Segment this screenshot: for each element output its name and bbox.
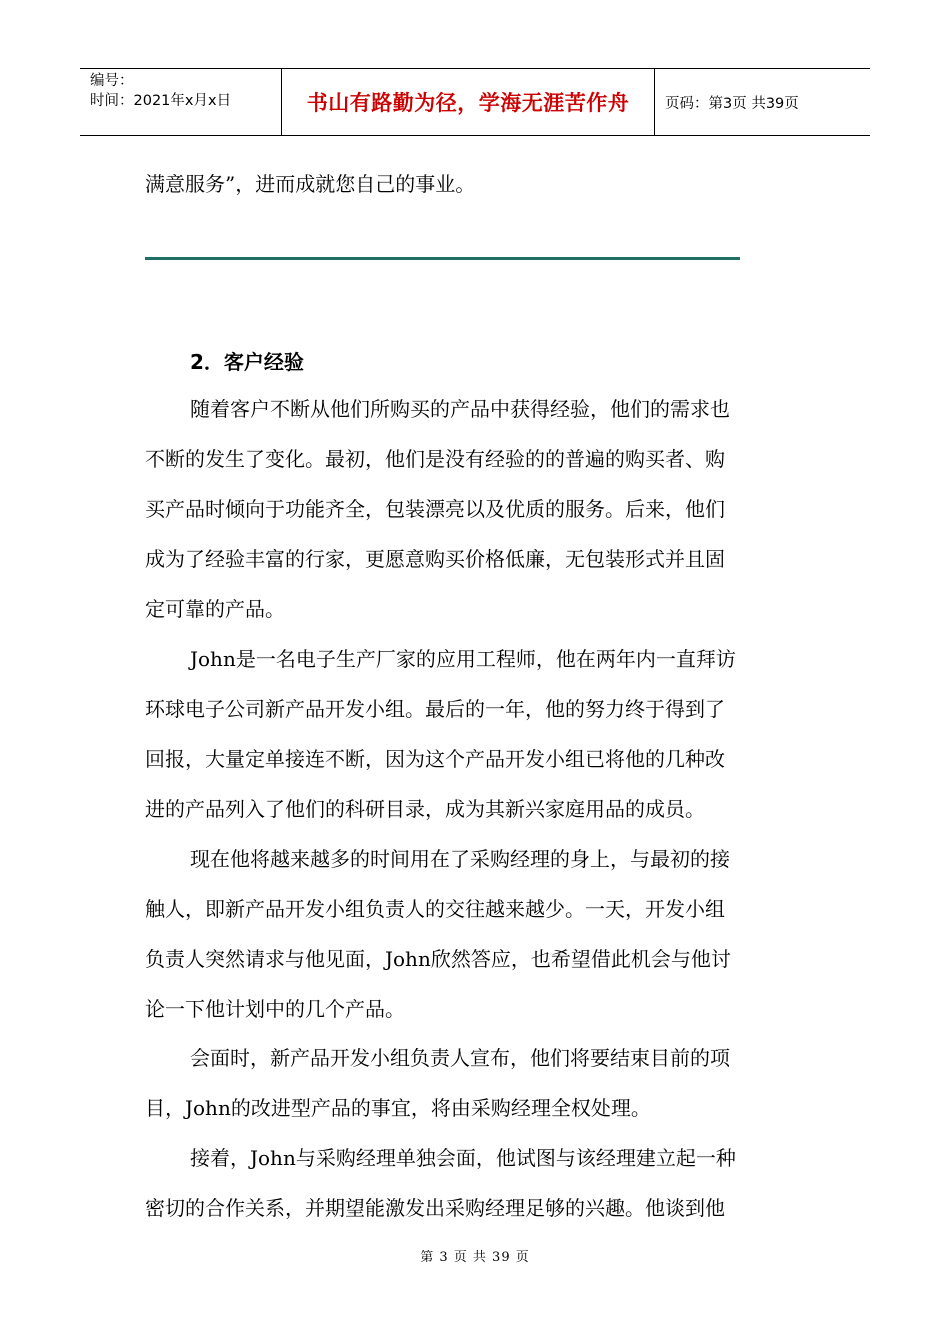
paragraph-line: John是一名电子生产厂家的应用工程师，他在两年内一直拜访 [190, 647, 736, 671]
paragraph-line: 回报，大量定单接连不断，因为这个产品开发小组已将他的几种改 [145, 747, 725, 771]
paragraph-line: 进的产品列入了他们的科研目录，成为其新兴家庭用品的成员。 [145, 797, 705, 821]
paragraph-line: 现在他将越来越多的时间用在了采购经理的身上，与最初的接 [190, 847, 730, 871]
section-divider [145, 257, 740, 260]
paragraph-line: 触人，即新产品开发小组负责人的交往越来越少。一天，开发小组 [145, 897, 725, 921]
paragraph-line: 密切的合作关系，并期望能激发出采购经理足够的兴趣。他谈到他 [145, 1196, 725, 1220]
paragraph-line: 目，John的改进型产品的事宜，将由采购经理全权处理。 [145, 1096, 651, 1120]
paragraph-line: 接着，John与采购经理单独会面，他试图与该经理建立起一种 [190, 1146, 736, 1170]
paragraph-line: 随着客户不断从他们所购买的产品中获得经验，他们的需求也 [190, 397, 730, 421]
paragraph-line: 论一下他计划中的几个产品。 [145, 997, 405, 1021]
paragraph-line: 定可靠的产品。 [145, 597, 285, 621]
header-meta [80, 69, 282, 135]
header-page-info: 页码：第3页 共39页 [665, 95, 799, 112]
paragraph-line: 成为了经验丰富的行家，更愿意购买价格低廉，无包装形式并且固 [145, 547, 725, 571]
paragraph-line: 会面时，新产品开发小组负责人宣布，他们将要结束目前的项 [190, 1046, 730, 1070]
page-header [80, 68, 870, 136]
document-number: 编号： [90, 73, 134, 89]
header-motto: 书山有路勤为径，学海无涯苦作舟 [282, 69, 655, 135]
document-date: 时间：2021年x月x日 [90, 93, 232, 109]
paragraph-line: 负责人突然请求与他见面，John欣然答应，也希望借此机会与他讨 [145, 947, 731, 971]
paragraph-line: 不断的发生了变化。最初，他们是没有经验的的普遍的购买者、购 [145, 447, 725, 471]
paragraph-line: 买产品时倾向于功能齐全，包装漂亮以及优质的服务。后来，他们 [145, 497, 725, 521]
section-heading: 2．客户经验 [190, 350, 304, 374]
intro-line: 满意服务”，进而成就您自己的事业。 [145, 172, 476, 196]
page-footer: 第 3 页 共 39 页 [420, 1250, 530, 1265]
paragraph-line: 环球电子公司新产品开发小组。最后的一年，他的努力终于得到了 [145, 697, 725, 721]
